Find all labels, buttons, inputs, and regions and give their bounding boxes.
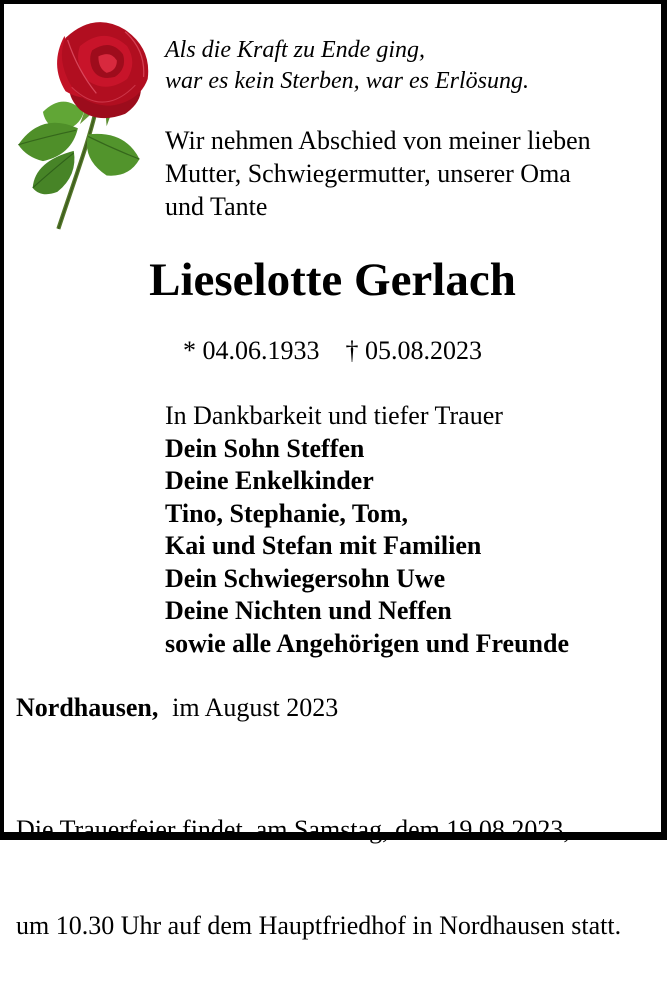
mourner-line: Deine Enkelkinder — [165, 466, 374, 495]
mourner-line: Tino, Stephanie, Tom, — [165, 498, 409, 528]
farewell-line: Mutter, Schwiegermutter, unserer Oma — [165, 159, 571, 188]
death-date: † 05.08.2023 — [345, 336, 482, 365]
verse-line: Als die Kraft zu Ende ging, — [165, 37, 425, 63]
farewell-line: Wir nehmen Abschied von meiner lieben — [165, 126, 591, 155]
life-dates — [4, 335, 661, 367]
mourner-line: Dein Sohn Steffen — [165, 433, 365, 463]
deceased-name: Lieselotte Gerlach — [149, 254, 516, 306]
place-date-line — [16, 692, 338, 724]
farewell-line: und Tante — [165, 192, 268, 221]
birth-date: * 04.06.1933 — [183, 336, 320, 365]
mourners-lead: In Dankbarkeit und tiefer Trauer — [165, 401, 503, 430]
mourner-line: Dein Schwiegersohn Uwe — [165, 563, 446, 593]
funeral-line: Die Trauerfeier findet am Samstag, dem 19.08.2023, — [16, 815, 570, 844]
month-label: im August 2023 — [172, 693, 339, 722]
funeral-info — [16, 750, 621, 1006]
mourner-line: Deine Nichten und Neffen — [165, 596, 452, 625]
funeral-line: um 10.30 Uhr auf dem Hauptfriedhof in Nordhausen statt. — [16, 911, 622, 940]
mourners-list — [165, 400, 569, 660]
city-label: Nordhausen, — [16, 693, 159, 722]
verse-line: war es kein Sterben, war es Erlösung. — [165, 68, 529, 94]
mourner-line: sowie alle Angehörigen und Freunde — [165, 628, 570, 658]
opening-verse — [165, 35, 529, 97]
farewell-text — [165, 124, 591, 223]
rose-icon — [6, 4, 160, 232]
mourner-line: Kai und Stefan mit Familien — [165, 531, 482, 560]
